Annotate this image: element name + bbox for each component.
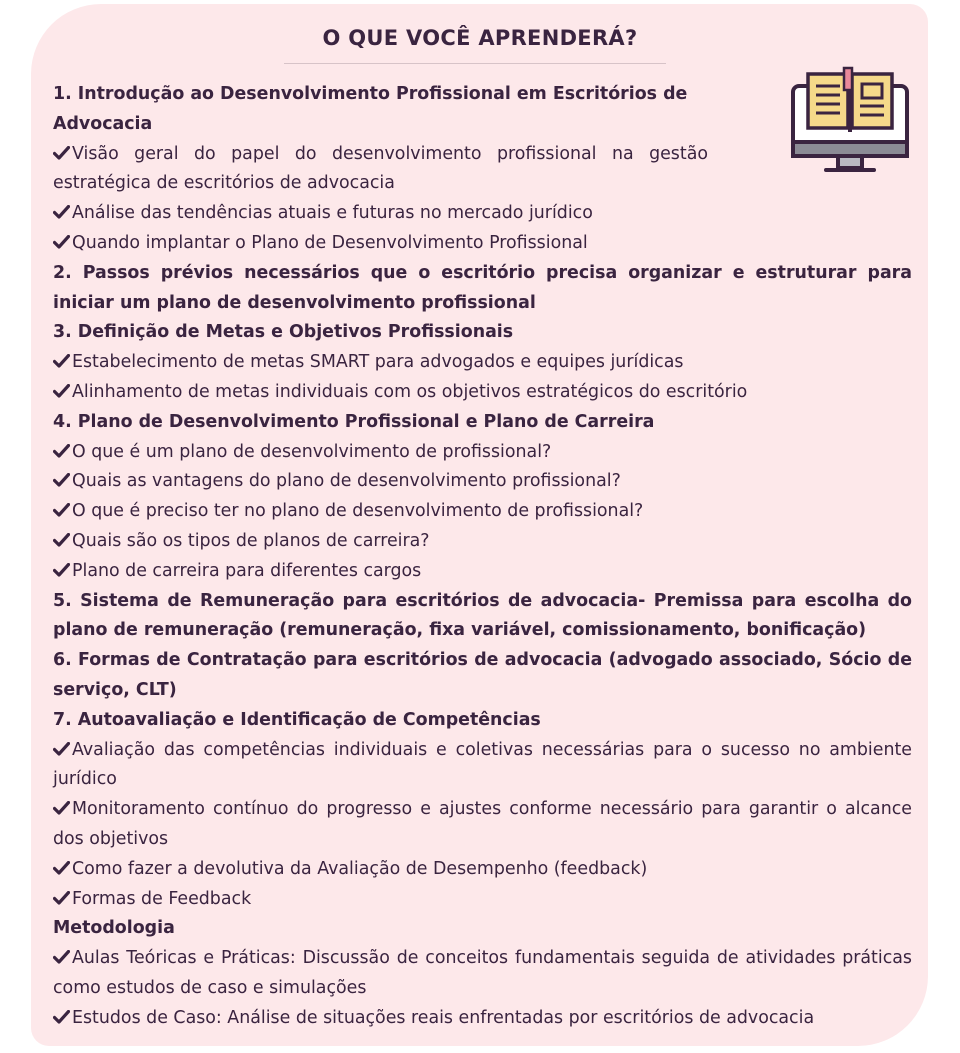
heading-text: 7. Autoavaliação e Identificação de Competências xyxy=(53,709,541,730)
bullet-text: Análise das tendências atuais e futuras no mercado jurídico xyxy=(72,203,593,224)
bullet-text: Aulas Teóricas e Práticas: Discussão de conceitos fundamentais seguida de atividades práticas como estudos de caso e simulações xyxy=(53,948,912,998)
check-icon xyxy=(53,473,70,487)
section-heading xyxy=(53,706,912,736)
check-icon xyxy=(53,861,70,875)
heading-text: 6. Formas de Contratação para escritórios de advocacia (advogado associado, Sócio de serviço, CLT) xyxy=(53,650,912,700)
page-title: O QUE VOCÊ APRENDERÁ? xyxy=(322,26,638,50)
check-icon xyxy=(53,950,70,964)
check-icon xyxy=(53,444,70,458)
bullet-text: Quais são os tipos de planos de carreira? xyxy=(72,530,430,551)
heading-text: Metodologia xyxy=(53,918,175,939)
bullet-text: Quando implantar o Plano de Desenvolvimento Profissional xyxy=(72,232,588,253)
bullet-text: O que é preciso ter no plano de desenvolvimento de profissional? xyxy=(72,501,644,522)
bullet-item xyxy=(53,736,912,796)
bullet-text: Avaliação das competências individuais e coletivas necessárias para o sucesso no ambiente jurídico xyxy=(53,739,912,790)
check-icon xyxy=(53,742,70,756)
title-divider xyxy=(284,63,666,64)
check-icon xyxy=(53,801,70,815)
bullet-text: Estabelecimento de metas SMART para advogados e equipes jurídicas xyxy=(72,352,684,373)
bullet-item xyxy=(53,378,912,408)
check-icon xyxy=(53,533,70,547)
check-icon xyxy=(53,384,70,398)
bullet-text: Como fazer a devolutiva da Avaliação de Desempenho (feedback) xyxy=(72,858,648,879)
bullet-item xyxy=(53,944,912,1004)
bullet-text: O que é um plano de desenvolvimento de profissional? xyxy=(72,441,552,462)
section-heading xyxy=(53,914,912,944)
check-icon xyxy=(53,503,70,517)
section-heading xyxy=(53,80,708,140)
check-icon xyxy=(53,563,70,577)
check-icon xyxy=(53,891,70,905)
bullet-item xyxy=(53,229,912,259)
section-heading xyxy=(53,318,912,348)
section-heading xyxy=(53,408,912,438)
section-heading xyxy=(53,587,912,647)
check-icon xyxy=(53,205,70,219)
bullet-text: Alinhamento de metas individuais com os objetivos estratégicos do escritório xyxy=(72,381,748,402)
heading-text: 3. Definição de Metas e Objetivos Profissionais xyxy=(53,322,514,343)
check-icon xyxy=(53,235,70,249)
heading-text: 2. Passos prévios necessários que o escritório precisa organizar e estruturar para iniciar um plano de desenvolvimento profissional xyxy=(53,262,912,313)
bullet-text: Quais as vantagens do plano de desenvolvimento profissional? xyxy=(72,471,621,492)
bullet-item xyxy=(53,527,912,557)
bullet-text: Plano de carreira para diferentes cargos xyxy=(72,560,422,581)
bullet-item xyxy=(53,795,912,855)
bullet-item xyxy=(53,885,912,915)
bullet-item xyxy=(53,438,912,468)
bullet-item xyxy=(53,497,912,527)
heading-text: 5. Sistema de Remuneração para escritórios de advocacia- Premissa para escolha do plano de remuneração (remuneração, fixa variável, comissionamento, bonificação) xyxy=(53,590,912,641)
bullet-item xyxy=(53,140,708,200)
heading-text: 4. Plano de Desenvolvimento Profissional e Plano de Carreira xyxy=(53,411,655,432)
bullet-text: Formas de Feedback xyxy=(72,888,252,909)
check-icon xyxy=(53,146,70,160)
bullet-item xyxy=(53,348,912,378)
bullet-item xyxy=(53,1004,912,1034)
check-icon xyxy=(53,1010,70,1024)
heading-text: 1. Introdução ao Desenvolvimento Profissional em Escritórios de Advocacia xyxy=(53,84,688,134)
section-heading xyxy=(53,259,912,319)
bullet-item xyxy=(53,199,912,229)
bullet-text: Estudos de Caso: Análise de situações reais enfrentadas por escritórios de advocacia xyxy=(72,1007,815,1028)
bullet-text: Monitoramento contínuo do progresso e ajustes conforme necessário para garantir o alcance dos objetivos xyxy=(53,799,912,849)
bullet-item xyxy=(53,855,912,885)
course-content xyxy=(53,80,912,1034)
check-icon xyxy=(53,354,70,368)
section-heading xyxy=(53,646,912,706)
bullet-item xyxy=(53,557,912,587)
bullet-text: Visão geral do papel do desenvolvimento profissional na gestão estratégica de escritórios de advocacia xyxy=(53,143,708,194)
bullet-item xyxy=(53,467,912,497)
